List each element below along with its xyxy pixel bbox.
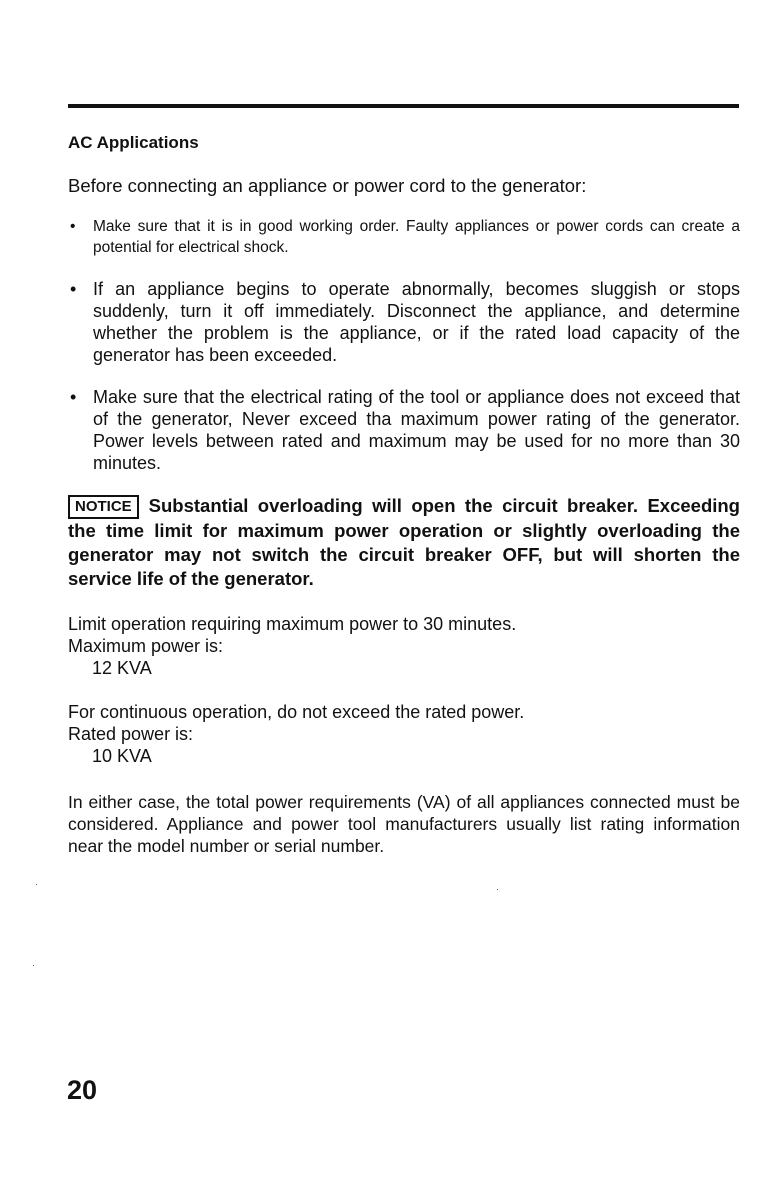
rated-limit-text: For continuous operation, do not exceed the rated power. [68, 702, 525, 722]
rated-power-label: Rated power is: [68, 724, 194, 744]
page-number: 20 [67, 1075, 98, 1105]
maximum-limit-text: Limit operation requiring maximum power to 30 minutes. [68, 614, 517, 634]
list-item [68, 216, 740, 258]
maximum-power-block [68, 613, 740, 679]
notice-badge: NOTICE [68, 495, 139, 519]
list-item-text: Make sure that the electrical rating of the tool or appliance does not exceed that of the generator, Never exceed tha maximum power rating of the generator. Power levels between rated and maximum may be used for no more than 30 minutes. [93, 387, 740, 473]
maximum-power-label: Maximum power is: [68, 636, 224, 656]
bullet-icon: • [70, 387, 77, 407]
scan-speck [33, 965, 34, 966]
bullet-icon: • [70, 218, 76, 235]
list-item-text: If an appliance begins to operate abnormally, becomes sluggish or stops suddenly, turn it off immediately. Disconnect the appliance, and determine whether the problem is the appliance, or if the rated load capacity of the generator has been exceeded. [93, 279, 740, 365]
scan-speck [36, 884, 37, 885]
list-item [68, 278, 740, 366]
intro-text: Before connecting an appliance or power cord to the generator: [68, 175, 587, 196]
maximum-power-value: 12 KVA [92, 658, 152, 678]
precaution-list [68, 216, 740, 474]
notice-text: Substantial overloading will open the circuit breaker. Exceeding the time limit for maximum power operation or slightly overloading the generator may not switch the circuit breaker OFF, but will shorten the service life of the generator. [68, 495, 740, 589]
top-rule [68, 104, 739, 108]
section-heading: AC Applications [68, 133, 199, 152]
rated-power-block [68, 701, 740, 767]
rated-power-value: 10 KVA [92, 746, 152, 766]
bullet-icon: • [70, 279, 77, 299]
closing-paragraph: In either case, the total power requirements (VA) of all appliances connected must be considered. Appliance and power tool manufacturers usually list rating information near the model number or serial number. [68, 792, 740, 856]
list-item-text: Make sure that it is in good working order. Faulty appliances or power cords can create a potential for electrical shock. [93, 218, 740, 256]
scan-speck [497, 889, 498, 890]
notice-paragraph [68, 494, 740, 591]
list-item [68, 386, 740, 474]
page-content [68, 132, 740, 875]
